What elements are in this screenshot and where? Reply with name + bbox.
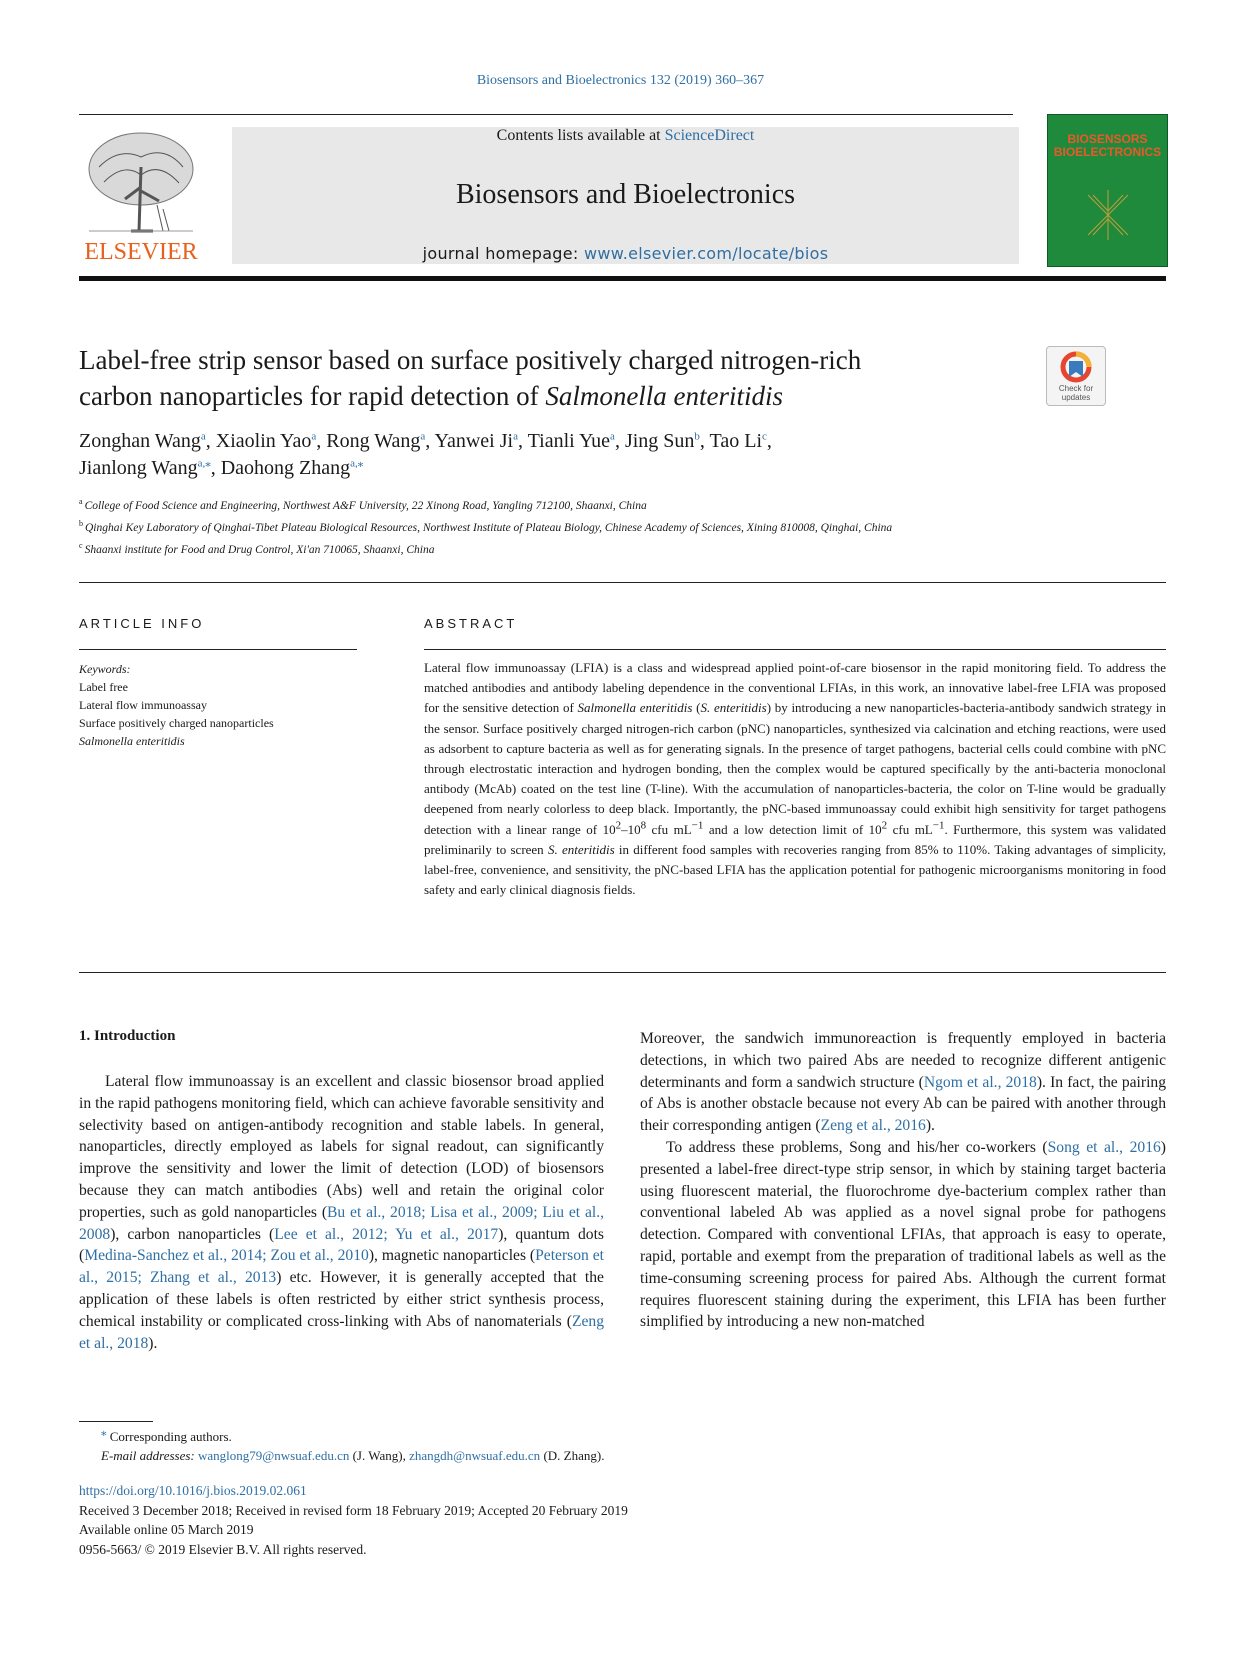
abstract-end-rule bbox=[79, 972, 1166, 973]
affiliation: $^b$ Qinghai Key Laboratory of Qinghai-Tibet Plateau Biological Resources, Northwest Institute of Plateau Biology, Chinese Academy of Sciences, Xining 810008, Qinghai, China bbox=[79, 518, 893, 534]
author-affiliation-mark[interactable]: a bbox=[200, 430, 206, 443]
body-column-right bbox=[640, 1028, 1166, 1333]
journal-banner bbox=[232, 127, 1019, 264]
abstract-heading: ABSTRACT bbox=[424, 616, 518, 631]
sciencedirect-link[interactable]: ScienceDirect bbox=[664, 127, 755, 144]
citation-link[interactable]: Zeng et al., 2016 bbox=[820, 1117, 926, 1135]
affiliation: $^a$ College of Food Science and Engineering, Northwest A&F University, 22 Xinong Road, Yangling 712100, Shaanxi, China bbox=[79, 497, 647, 512]
article-info-rule bbox=[79, 649, 357, 650]
doi-link[interactable]: https://doi.org/10.1016/j.bios.2019.02.061 bbox=[79, 1483, 307, 1498]
citation-link[interactable]: Bu et al., 2018; Lisa et al., 2009; Liu et al., 2008 bbox=[79, 1203, 604, 1243]
keyword: Label free bbox=[79, 680, 128, 694]
copyright: 0956-5663/ © 2019 Elsevier B.V. All rights reserved. bbox=[79, 1541, 367, 1557]
author-list: Zonghan Wang$^a$, Xiaolin Yao$^a$, Rong Wang$^a$, Yanwei Ji$^a$, Tianli Yue$^a$, Jing Sun$^b$, Tao Li$^c$, Jianlong Wang$^{a,⁎}$, Daohong Zhang$^{a,⁎}$ bbox=[79, 430, 772, 479]
footnote: ⁎ Corresponding authors. E-mail addresses: wanglong79@nwsuaf.edu.cn (J. Wang), zhangdh@nwsuaf.edu.cn (D. Zhang). bbox=[101, 1426, 605, 1463]
author-affiliation-mark[interactable]: a bbox=[513, 430, 518, 443]
author-name[interactable]: Jianlong Wang bbox=[79, 457, 198, 479]
author-affiliation-mark[interactable]: a bbox=[311, 430, 317, 443]
online-date: Available online 05 March 2019 bbox=[79, 1522, 254, 1537]
publisher-wordmark: ELSEVIER bbox=[84, 239, 198, 265]
body-column-left bbox=[79, 1071, 604, 1354]
author-name[interactable]: Yanwei Ji bbox=[434, 430, 514, 452]
tree-icon bbox=[79, 127, 203, 267]
citation-link[interactable]: Ngom et al., 2018 bbox=[923, 1073, 1037, 1091]
author-name[interactable]: Xiaolin Yao bbox=[215, 430, 312, 452]
cover-graphic-icon bbox=[1048, 115, 1167, 266]
received-dates: Received 3 December 2018; Received in revised form 18 February 2019; Accepted 20 February 2019 bbox=[79, 1502, 628, 1518]
citation-link[interactable]: Peterson et al., 2015; Zhang et al., 2013 bbox=[79, 1247, 604, 1287]
article-metadata bbox=[79, 1481, 979, 1559]
paragraph: Moreover, the sandwich immunoreaction is frequently employed in bacteria detections, in which two paired Abs are needed to recognize different antigenic determinants and form a sandwich structure (Ngom et al., 2018). In fact, the pairing of Abs is another obstacle because not every Ab can be paired with another through their corresponding antigen (Zeng et al., 2016). bbox=[640, 1030, 1167, 1135]
cover-title: BIOSENSORS BIOELECTRONICS bbox=[1053, 132, 1162, 159]
author-affiliation-mark[interactable]: b bbox=[694, 430, 700, 443]
elsevier-logo bbox=[79, 127, 203, 267]
keyword: Surface positively charged nanoparticles bbox=[79, 716, 274, 730]
citation-link[interactable]: Zeng et al., 2018 bbox=[79, 1312, 604, 1352]
abstract-rule bbox=[424, 649, 1166, 650]
paragraph: To address these problems, Song and his/her co-workers (Song et al., 2016) presented a label-free direct-type strip sensor, in which by staining target bacteria using fluorescent material, the fluorochrome dye-bacterium complex rather than conventional labeled Ab was applied as a novel signal probe for pathogens detection. Compared with conventional LFIAs, that approach is easy to operate, rapid, portable and exempt from the preparation of traditional labels as well as the time-consuming screening process for paired Abs. Although the current format requires fluorescent staining during the experiment, this LFIA has been further simplified by introducing a new non-matched bbox=[640, 1138, 1166, 1331]
abstract-text: Lateral flow immunoassay (LFIA) is a class and widespread applied point-of-care biosensor in the rapid monitoring field. To address the matched antibodies and antibody labeling dependence in the conventional LFIAs, in this work, an innovative label-free LFIA was proposed for the sensitive detection of Salmonella enteritidis (S. enteritidis) by introducing a new nanoparticles-bacteria-antibody sandwich strategy in the sensor. Surface positively charged nitrogen-rich carbon (pNC) nanoparticles, synthesized via calcination and etching reactions, were used as adsorbent to capture bacteria as well as for generating signals. In the presence of target pathogens, bacterial cells could combine with pNC through electrostatic interaction and hydrogen bonding, then the complex would be captured specifically by the anti-bacteria monoclonal antibody (McAb) coated on the test line (T-line). With the accumulation of nanoparticles-bacteria, the color on T-line would be gradually deepened from nearly colorless to deep black. Importantly, the pNC-based immunoassay could exhibit high sensitivity for target pathogens detection with a linear range of $10^2-10^8$ cfu $mL^{-1}$ and a low detection limit of $10^2$ cfu $mL^{-1}$. Furthermore, this system was validated preliminarily to screen S. enteritidis in different food samples with recoveries ranging from 85% to 110%. Taking advantages of simplicity, label-free, convenience, and sensitivity, the pNC-based LFIA has the application potential for pathogenic microorganisms monitoring in food safety and early clinical diagnosis fields. bbox=[424, 660, 1167, 898]
contents-line: Contents lists available at ScienceDirect bbox=[496, 127, 755, 144]
journal-name: Biosensors and Bioelectronics bbox=[455, 179, 796, 210]
section-rule bbox=[79, 582, 1166, 583]
keyword: Lateral flow immunoassay bbox=[79, 698, 207, 712]
keywords-block bbox=[79, 660, 369, 750]
author-affiliation-mark[interactable]: a bbox=[610, 430, 615, 443]
author-affiliation-mark[interactable]: a,⁎ bbox=[197, 457, 211, 470]
keyword: Salmonella enteritidis bbox=[79, 734, 185, 748]
check-for-updates-button[interactable]: Check for updates bbox=[1046, 346, 1106, 406]
homepage-link[interactable]: www.elsevier.com/locate/bios bbox=[584, 244, 829, 263]
keywords-label: Keywords: bbox=[79, 662, 131, 676]
author-affiliation-mark[interactable]: c bbox=[762, 430, 767, 443]
footnote-rule bbox=[79, 1421, 153, 1422]
header-rule bbox=[79, 114, 1013, 115]
article-info-heading: ARTICLE INFO bbox=[79, 616, 205, 631]
section-heading: 1. Introduction bbox=[79, 1028, 176, 1044]
paragraph: Lateral flow immunoassay is an excellent and classic biosensor broad applied in the rapid pathogens monitoring field, which can achieve favorable sensitivity and selectivity based on antigen-antibody recognition and stable labels. In general, nanoparticles, directly employed as labels for signal readout, can significantly improve the sensitivity and lower the limit of detection (LOD) of biosensors because they can match antibodies (Abs) well and retain the original color properties, such as gold nanoparticles (Bu et al., 2018; Lisa et al., 2009; Liu et al., 2008), carbon nanoparticles (Lee et al., 2012; Yu et al., 2017), quantum dots (Medina-Sanchez et al., 2014; Zou et al., 2010), magnetic nanoparticles (Peterson et al., 2015; Zhang et al., 2013) etc. However, it is generally accepted that the application of these labels is often restricted by either strict synthesis process, chemical instability or complicated cross-linking with Abs of nanomaterials (Zeng et al., 2018). bbox=[79, 1073, 604, 1352]
journal-reference[interactable]: Biosensors and Bioelectronics 132 (2019) 360–367 bbox=[476, 73, 765, 88]
author-name[interactable]: Daohong Zhang bbox=[220, 457, 351, 479]
affiliation: $^c$ Shaanxi institute for Food and Drug Control, Xi'an 710065, Shaanxi, China bbox=[79, 540, 435, 556]
check-updates-icon bbox=[1047, 347, 1105, 387]
article-title: Label-free strip sensor based on surface positively charged nitrogen-rich carbon nanoparticles for rapid detection of Salmonella enteritidis bbox=[79, 345, 862, 411]
homepage-line: journal homepage: www.elsevier.com/locate/bios bbox=[422, 244, 829, 263]
author-name[interactable]: Jing Sun bbox=[624, 430, 695, 452]
citation-link[interactable]: Song et al., 2016 bbox=[1047, 1138, 1161, 1156]
email-link[interactable]: zhangdh@nwsuaf.edu.cn bbox=[409, 1448, 541, 1463]
author-name[interactable]: Zonghan Wang bbox=[79, 430, 201, 452]
affiliations bbox=[79, 493, 1039, 558]
author-name[interactable]: Tao Li bbox=[709, 430, 763, 452]
author-affiliation-mark[interactable]: a bbox=[420, 430, 426, 443]
author-name[interactable]: Tianli Yue bbox=[527, 430, 611, 452]
citation-link[interactable]: Lee et al., 2012; Yu et al., 2017 bbox=[274, 1225, 499, 1243]
citation-link[interactable]: Medina-Sanchez et al., 2014; Zou et al., 2010 bbox=[84, 1247, 369, 1265]
email-link[interactable]: wanglong79@nwsuaf.edu.cn bbox=[198, 1448, 350, 1463]
header-thick-rule bbox=[79, 276, 1166, 281]
journal-cover[interactable] bbox=[1047, 114, 1168, 267]
author-affiliation-mark[interactable]: a,⁎ bbox=[350, 457, 364, 470]
author-name[interactable]: Rong Wang bbox=[326, 430, 421, 452]
